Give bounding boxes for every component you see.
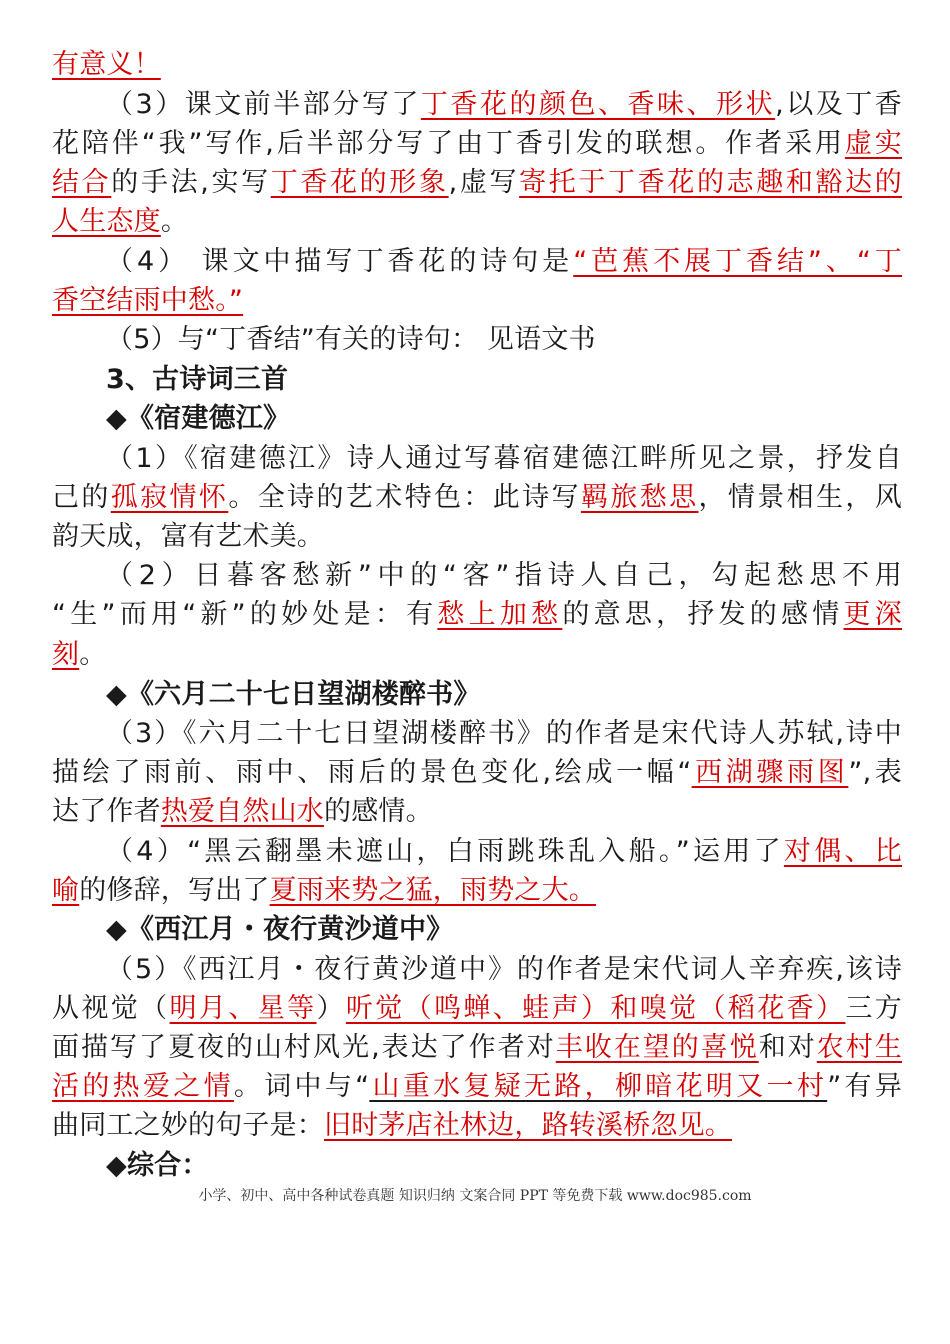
poem1-q1-line3: [52, 518, 902, 556]
text: （3）《六月二十七日望湖楼醉书》的作者是宋代诗人苏轼,诗中: [106, 718, 902, 749]
text: 描绘了雨前、雨中、雨后的景色变化,绘成一幅“: [52, 757, 692, 788]
text: 的意思，抒发的感情: [562, 599, 844, 630]
text: ◆《西江月・夜行黄沙道中》: [106, 914, 454, 945]
text: 花陪伴“我”写作,后半部分写了由丁香引发的联想。作者采用: [52, 128, 845, 159]
footer-text: 小学、初中、高中各种试卷真题 知识归纳 文案合同 PPT 等免费下载 www.doc985.com: [198, 1188, 752, 1204]
text: 3、古诗词三首: [106, 364, 289, 395]
answer: 有意义！: [52, 49, 161, 80]
poem1-q2-line3: [52, 636, 902, 674]
text: （1）《宿建德江》诗人通过写暮宿建德江畔所见之景，抒发自: [106, 443, 902, 474]
text: （4） 课文中描写丁香花的诗句是: [106, 246, 574, 277]
poem2-heading: [106, 676, 902, 714]
poem1-q2-line1: [106, 557, 902, 595]
text: （2）日暮客愁新”中的“客”指诗人自己，勾起愁思不用: [106, 560, 902, 591]
text: ,虚写: [448, 167, 520, 198]
text: 从视觉（: [52, 993, 170, 1024]
poem2-q3-line1: [106, 715, 902, 753]
answer: 孤寂情怀: [110, 482, 229, 513]
answer: 活的热爱之情: [52, 1071, 234, 1102]
poem2-q4-line2: [52, 872, 902, 910]
text: 三方: [845, 993, 903, 1024]
text: 曲同工之妙的句子是：: [52, 1110, 324, 1141]
poem3-q5-line1: [106, 951, 902, 989]
text: ◆综合：: [106, 1150, 209, 1181]
text: （5）《西江月・夜行黄沙道中》的作者是宋代词人辛弃疾,该诗: [106, 954, 902, 985]
answer: 人生态度: [52, 206, 161, 237]
answer: 寄托于丁香花的志趣和豁达的: [519, 167, 903, 198]
poem1-q2-line2: [52, 596, 902, 634]
poem2-q3-line2: [52, 754, 902, 792]
answer: 羁旅愁思: [580, 482, 699, 513]
text: ”,表: [848, 757, 903, 788]
text: 。: [79, 639, 107, 670]
p3-line-2: [52, 125, 902, 163]
poem3-q5-line4: [52, 1068, 902, 1106]
answer: 香空结雨中愁。”: [52, 285, 244, 316]
text: 和对: [758, 1032, 817, 1063]
text: ,以及丁香: [775, 89, 902, 120]
text: 的感情。: [324, 796, 433, 827]
poem3-q5-line2: [52, 990, 902, 1028]
text: ◆《六月二十七日望湖楼醉书》: [106, 679, 481, 710]
text: 。词中与“: [233, 1071, 370, 1102]
answer: 丁香花的形象: [270, 167, 449, 198]
poem3-heading: [106, 911, 902, 949]
answer: 愁上加愁: [437, 599, 563, 630]
text: 己的: [52, 482, 111, 513]
section-3-title: [106, 361, 902, 399]
answer: 农村生: [816, 1032, 902, 1063]
answer: 西湖骤雨图: [691, 757, 849, 788]
p3-line-3: [52, 164, 902, 202]
text: ◆《宿建德江》: [106, 403, 291, 434]
answer: 丰收在望的喜悦: [555, 1032, 759, 1063]
poem1-heading: [106, 400, 902, 438]
answer: 山重水复疑无路，柳暗花明又一村: [369, 1071, 828, 1102]
p5-line-1: [106, 321, 902, 359]
text: 的手法,实写: [111, 167, 271, 198]
answer: 虚实: [844, 128, 902, 159]
answer: 更深: [843, 599, 902, 630]
poem1-q1-line2: [52, 479, 902, 517]
p3-line-0: [52, 46, 902, 84]
answer: 热爱自然山水: [160, 796, 325, 827]
text: （5）与“丁香结”有关的诗句： 见语文书: [106, 324, 596, 355]
text: 。: [160, 206, 189, 237]
p3-line-1: [106, 86, 902, 124]
text: ）: [316, 993, 346, 1024]
answer: 夏雨来势之猛，雨势之大。: [269, 875, 597, 906]
text: ，情景相生，风: [698, 482, 902, 513]
poem2-q4-line1: [106, 833, 902, 871]
text: 达了作者: [52, 796, 161, 827]
answer: 丁香花的颜色、香味、形状: [420, 89, 776, 120]
poem1-q1-line1: [106, 440, 902, 478]
poem2-q3-line3: [52, 793, 902, 831]
text: （3）课文前半部分写了: [106, 89, 421, 120]
answer: 结合: [52, 167, 112, 198]
text: （4）“黑云翻墨未遮山，白雨跳珠乱入船。”运用了: [106, 836, 784, 867]
text: ”有异: [827, 1071, 903, 1102]
text: 的修辞，写出了: [79, 875, 270, 906]
answer: 刻: [52, 639, 80, 670]
answer: 喻: [52, 875, 80, 906]
answer: 明月、星等: [169, 993, 317, 1024]
answer: 旧时茅店社林边，路转溪桥忽见。: [324, 1110, 732, 1141]
answer: 对偶、比: [783, 836, 902, 867]
poem3-q5-line3: [52, 1029, 902, 1067]
poem3-q5-line5: [52, 1107, 902, 1145]
p3-line-4: [52, 203, 902, 241]
answer: 听觉（鸣蝉、蛙声）和嗅觉（稻花香）: [345, 993, 846, 1024]
p4-line-2: [52, 282, 902, 320]
p4-line-1: [106, 243, 902, 281]
summary-heading: [106, 1147, 902, 1185]
text: 面描写了夏夜的山村风光,表达了作者对: [52, 1032, 556, 1063]
answer: “芭蕉不展丁香结”、“丁: [573, 246, 902, 277]
text: 。全诗的艺术特色：此诗写: [228, 482, 581, 513]
text: “生”而用“新”的妙处是：有: [52, 599, 438, 630]
text: 韵天成，富有艺术美。: [52, 521, 324, 552]
